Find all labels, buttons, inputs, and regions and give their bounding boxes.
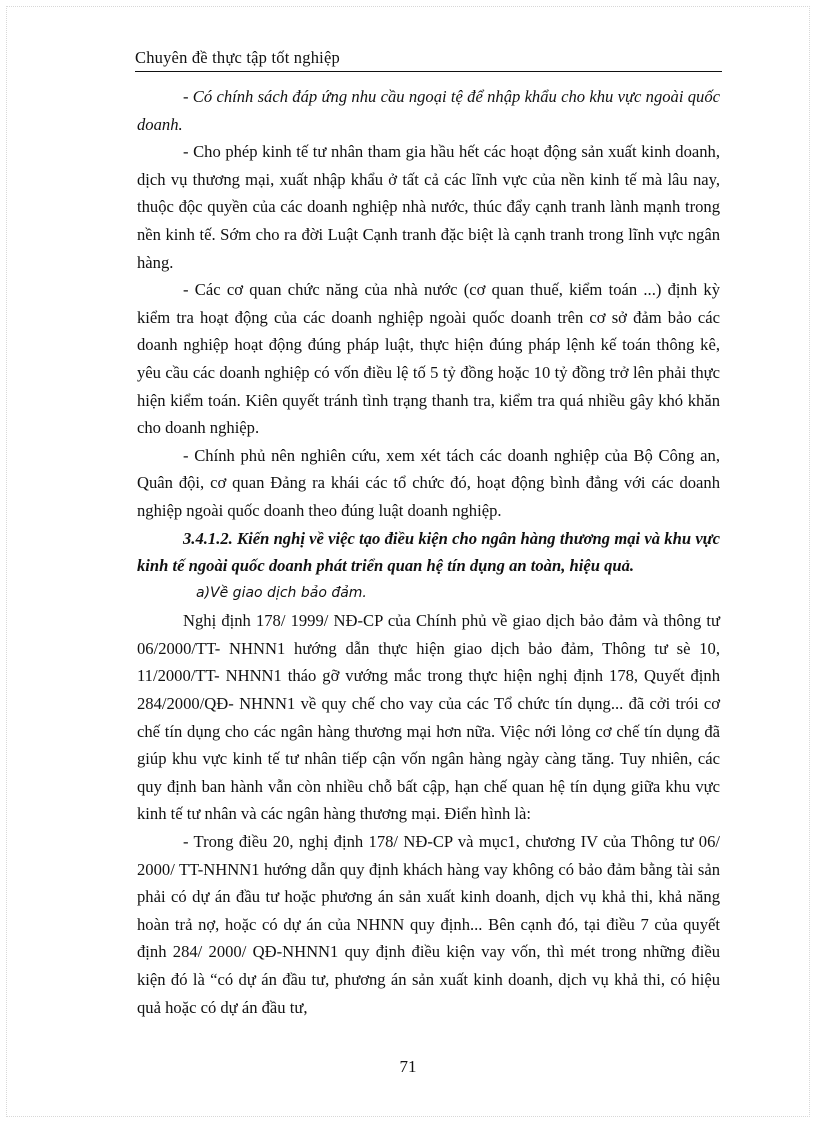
section-heading: 3.4.1.2. Kiến nghị về việc tạo điều kiện cho ngân hàng thương mại và khu vực kinh tế ngoài quốc doanh phát triển quan hệ tín dụng an toàn, hiệu quả. xyxy=(137,528,720,576)
paragraph-private-sector: - Cho phép kinh tế tư nhân tham gia hầu hết các hoạt động sản xuất kinh doanh, dịch vụ thương mại, xuất nhập khẩu ở tất cả các lĩnh vực của nền kinh tế mà lâu nay, thuộc độc quyền của các doanh nghiệp nhà nước, thúc đẩy cạnh tranh lành mạnh trong nền kinh tế. Sớm cho ra đời Luật Cạnh tranh đặc biệt là cạnh tranh trong lĩnh vực ngân hàng. xyxy=(137,142,720,272)
paragraph-decree-178: Nghị định 178/ 1999/ NĐ-CP của Chính phủ về giao dịch bảo đảm và thông tư 06/2000/TT- NHNN1 hướng dẫn thực hiện giao dịch bảo đảm, Thông tư sè 10, 11/2000/TT- NHNN1 tháo gỡ vướng mắc trong thực hiện nghị định 178, Quyết định 284/2000/QĐ- NHNN1 về quy chế cho vay của các Tổ chức tín dụng... đã cởi trói cơ chế tín dụng cho các ngân hàng thương mại hơn nữa. Việc nới lỏng cơ chế tín dụng đã giúp khu vực kinh tế tư nhân tiếp cận vốn ngân hàng ngày càng tăng. Tuy nhiên, các quy định ban hành vẫn còn nhiều chỗ bất cập, hạn chế quan hệ tín dụng giữa khu vực kinh tế tư nhân và các ngân hàng thương mại. Điển hình là: xyxy=(137,611,720,824)
page-number: 71 xyxy=(399,1057,417,1076)
body-text xyxy=(137,83,720,1021)
paragraph-foreign-currency: - Có chính sách đáp ứng nhu cầu ngoại tệ để nhập khẩu cho khu vực ngoài quốc doanh. xyxy=(137,87,720,134)
running-header: Chuyên đề thực tập tốt nghiệp xyxy=(135,48,340,67)
subheading: a)Về giao dịch bảo đảm. xyxy=(196,584,367,601)
paragraph-government: - Chính phủ nên nghiên cứu, xem xét tách các doanh nghiệp của Bộ Công an, Quân đội, cơ quan Đảng ra khái các tổ chức đó, hoạt động bình đẳng với các doanh nghiệp ngoài quốc doanh theo đúng luật doanh nghiệp. xyxy=(137,445,720,520)
header-rule xyxy=(135,71,722,72)
paragraph-article-20: - Trong điều 20, nghị định 178/ NĐ-CP và mục1, chương IV của Thông tư 06/ 2000/ TT-NHNN1 hướng dẫn quy định khách hàng vay không có bảo đảm bằng tài sản phải có dự án đầu tư hoặc phương án sản xuất kinh doanh, dịch vụ khả thi, khả năng hoàn trả nợ, hoặc có dự án của NHNN quy định... Bên cạnh đó, tại điều 7 của quyết định 284/ 2000/ QĐ-NHNN1 quy định điều kiện vay vốn, thì mét trong những điều kiện đó là “có dự án đầu tư, phương án sản xuất kinh doanh, dịch vụ khả thi, có hiệu quả hoặc có dự án đầu tư, xyxy=(137,832,720,1017)
paragraph-inspection: - Các cơ quan chức năng của nhà nước (cơ quan thuế, kiểm toán ...) định kỳ kiểm tra hoạt động của các doanh nghiệp ngoài quốc doanh trên cơ sở đảm bảo các doanh nghiệp hoạt động đúng pháp luật, thực hiện đúng pháp lệnh kế toán thông kê, yêu cầu các doanh nghiệp có vốn điều lệ tố 5 tỷ đồng hoặc 10 tỷ đồng trở lên phải thực hiện kiểm toán. Kiên quyết tránh tình trạng thanh tra, kiểm tra quá nhiều gây khó khăn cho doanh nghiệp. xyxy=(137,280,720,438)
